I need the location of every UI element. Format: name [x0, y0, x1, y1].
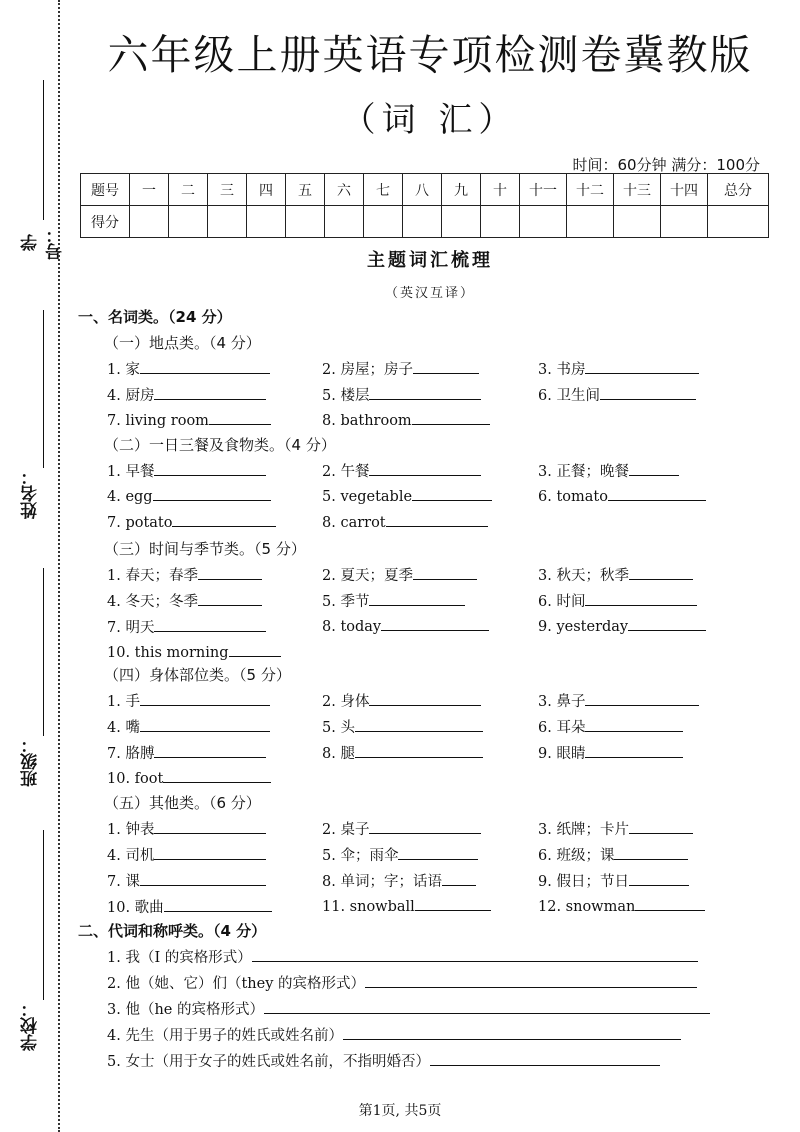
question-label: 4. egg — [107, 489, 153, 505]
score-cell[interactable] — [661, 206, 708, 238]
question-label: 5. 头 — [322, 720, 355, 736]
question-item — [107, 460, 266, 481]
school-line[interactable] — [43, 830, 44, 1000]
question-item — [107, 642, 281, 661]
question-label: 3. 鼻子 — [538, 694, 586, 710]
class-line[interactable] — [43, 568, 44, 736]
question-label: 1. 手 — [107, 694, 140, 710]
question-item — [538, 460, 679, 481]
page-title: 六年级上册英语专项检测卷冀教版 — [107, 31, 753, 79]
question-item — [107, 742, 266, 763]
answer-blank[interactable] — [381, 616, 489, 631]
question-label: 10. this morning — [107, 645, 229, 661]
question-item — [107, 870, 266, 891]
question-item — [107, 616, 266, 637]
question-item — [322, 844, 478, 865]
class-label: 班级： — [21, 736, 41, 788]
question-label: 4. 司机 — [107, 848, 155, 864]
question-item — [322, 564, 477, 585]
answer-blank[interactable] — [140, 359, 270, 374]
score-row-label: 得分 — [81, 206, 130, 238]
question-item — [107, 768, 271, 787]
question-label: 5. 楼层 — [322, 388, 370, 404]
binding-sidebar — [0, 0, 66, 1132]
group-heading: （三）时间与季节类。（5 分） — [104, 540, 306, 558]
question-item — [322, 512, 488, 531]
answer-blank[interactable] — [608, 486, 706, 501]
school-label: 学校： — [21, 1000, 41, 1052]
question-label: 3. 秋天；秋季 — [538, 568, 629, 584]
question-item — [107, 410, 271, 429]
score-cell[interactable] — [247, 206, 286, 238]
answer-blank[interactable] — [635, 896, 705, 911]
question-label: 2. 午餐 — [322, 464, 370, 480]
question-label: 6. 时间 — [538, 594, 586, 610]
question-label: 6. tomato — [538, 489, 608, 505]
question-item — [322, 690, 481, 711]
question-item — [538, 844, 688, 865]
answer-blank[interactable] — [629, 461, 679, 476]
question-item — [107, 896, 272, 917]
score-col: 七 — [364, 174, 403, 206]
question-label: 12. snowman — [538, 899, 636, 915]
question-label: 2. 房屋；房子 — [322, 362, 413, 378]
question-label: 7. 课 — [107, 874, 140, 890]
score-col: 十三 — [614, 174, 661, 206]
question-item — [322, 384, 481, 405]
score-col: 九 — [442, 174, 481, 206]
score-cell[interactable] — [130, 206, 169, 238]
question-item — [538, 384, 696, 405]
answer-blank[interactable] — [153, 486, 271, 501]
question-label: 8. today — [322, 619, 382, 635]
question-item — [538, 742, 683, 763]
question-item — [322, 896, 491, 915]
question-label: 1. 我（I 的宾格形式） — [107, 950, 252, 966]
question-label: 9. 假日；节日 — [538, 874, 629, 890]
page-subtitle: （词 汇） — [341, 100, 519, 140]
answer-blank[interactable] — [369, 385, 481, 400]
answer-blank[interactable] — [369, 691, 481, 706]
score-cell[interactable] — [286, 206, 325, 238]
answer-blank[interactable] — [229, 642, 281, 657]
score-col: 五 — [286, 174, 325, 206]
question-label: 5. 女士（用于女子的姓氏或姓名前，不指明婚否） — [107, 1054, 430, 1070]
answer-blank[interactable] — [154, 743, 266, 758]
score-table — [80, 173, 769, 238]
answer-blank[interactable] — [140, 717, 270, 732]
score-cell[interactable] — [325, 206, 364, 238]
answer-blank[interactable] — [369, 819, 481, 834]
question-item — [107, 998, 710, 1019]
answer-blank[interactable] — [154, 819, 266, 834]
section-subheading: （英汉互译） — [384, 286, 475, 301]
page-footer: 第1页, 共5页 — [358, 1103, 442, 1119]
question-item — [538, 690, 699, 711]
answer-blank[interactable] — [412, 410, 490, 425]
score-cell[interactable] — [481, 206, 520, 238]
question-item — [107, 844, 266, 865]
question-label: 6. 耳朵 — [538, 720, 586, 736]
answer-blank[interactable] — [412, 486, 492, 501]
score-cell[interactable] — [364, 206, 403, 238]
score-cell[interactable] — [403, 206, 442, 238]
question-item — [322, 486, 492, 505]
question-item — [322, 410, 490, 429]
answer-blank[interactable] — [198, 565, 262, 580]
score-col: 一 — [130, 174, 169, 206]
score-cell[interactable] — [169, 206, 208, 238]
answer-blank[interactable] — [386, 512, 488, 527]
answer-blank[interactable] — [600, 385, 696, 400]
group-heading: （四）身体部位类。（5 分） — [104, 666, 291, 684]
group-heading: （一）地点类。（4 分） — [104, 334, 261, 352]
question-item — [538, 486, 706, 505]
score-cell[interactable] — [708, 206, 769, 238]
answer-blank[interactable] — [398, 845, 478, 860]
name-line[interactable] — [43, 310, 44, 468]
question-item — [322, 818, 481, 839]
student-id-label: 学号： — [21, 226, 66, 260]
question-label: 10. foot — [107, 771, 164, 787]
question-item — [107, 972, 697, 993]
answer-blank[interactable] — [629, 819, 693, 834]
question-label: 11. snowball — [322, 899, 415, 915]
question-label: 3. 他（he 的宾格形式） — [107, 1002, 264, 1018]
question-label: 3. 纸牌；卡片 — [538, 822, 629, 838]
question-label: 7. 明天 — [107, 620, 155, 636]
score-col: 三 — [208, 174, 247, 206]
answer-blank[interactable] — [252, 947, 698, 962]
question-item — [538, 896, 705, 915]
group-heading: （五）其他类。（6 分） — [104, 794, 261, 812]
answer-blank[interactable] — [154, 617, 266, 632]
answer-blank[interactable] — [614, 845, 688, 860]
score-cell[interactable] — [208, 206, 247, 238]
answer-blank[interactable] — [154, 461, 266, 476]
question-item — [107, 1024, 681, 1045]
score-col: 六 — [325, 174, 364, 206]
answer-blank[interactable] — [343, 1025, 681, 1040]
score-header-label: 题号 — [81, 174, 130, 206]
score-col: 十 — [481, 174, 520, 206]
answer-blank[interactable] — [140, 871, 266, 886]
question-label: 4. 嘴 — [107, 720, 140, 736]
question-item — [538, 818, 693, 839]
question-label: 9. 眼睛 — [538, 746, 586, 762]
question-item — [107, 716, 270, 737]
score-cell[interactable] — [614, 206, 661, 238]
answer-blank[interactable] — [413, 565, 477, 580]
student-id-line[interactable] — [43, 80, 44, 220]
question-label: 4. 先生（用于男子的姓氏或姓名前） — [107, 1028, 343, 1044]
score-col: 十四 — [661, 174, 708, 206]
question-item — [107, 690, 270, 711]
question-item — [107, 818, 266, 839]
question-label: 2. 他（她、它）们（they 的宾格形式） — [107, 976, 365, 992]
fold-line — [58, 0, 60, 1132]
question-label: 9. yesterday — [538, 619, 629, 635]
answer-blank[interactable] — [413, 359, 479, 374]
question-label: 4. 厨房 — [107, 388, 155, 404]
score-col: 四 — [247, 174, 286, 206]
question-item — [107, 946, 698, 967]
answer-blank[interactable] — [365, 973, 697, 988]
answer-blank[interactable] — [172, 512, 276, 527]
question-item — [538, 870, 689, 891]
question-label: 5. 季节 — [322, 594, 370, 610]
score-cell[interactable] — [442, 206, 481, 238]
answer-blank[interactable] — [629, 871, 689, 886]
question-item — [322, 616, 489, 635]
answer-blank[interactable] — [585, 717, 683, 732]
question-label: 5. vegetable — [322, 489, 413, 505]
question-item — [322, 590, 465, 611]
group-heading: （二）一日三餐及食物类。（4 分） — [104, 436, 336, 454]
question-label: 8. 腿 — [322, 746, 355, 762]
score-cell[interactable] — [520, 206, 567, 238]
answer-blank[interactable] — [163, 768, 271, 783]
question-label: 7. potato — [107, 515, 173, 531]
answer-blank[interactable] — [415, 896, 491, 911]
answer-blank[interactable] — [355, 743, 483, 758]
question-item — [538, 590, 697, 611]
answer-blank[interactable] — [585, 691, 699, 706]
question-label: 2. 夏天；夏季 — [322, 568, 413, 584]
answer-blank[interactable] — [585, 591, 697, 606]
question-item — [107, 358, 270, 379]
score-table-header-row — [81, 174, 769, 206]
question-label: 3. 书房 — [538, 362, 586, 378]
question-item — [107, 1050, 660, 1071]
question-label: 8. bathroom — [322, 413, 412, 429]
score-col: 二 — [169, 174, 208, 206]
time-info: 时间：60分钟 满分：100分 — [572, 156, 760, 174]
question-label: 2. 桌子 — [322, 822, 370, 838]
question-item — [538, 616, 706, 635]
question-item — [322, 358, 479, 379]
question-item — [322, 716, 483, 737]
name-label: 姓名： — [21, 468, 41, 520]
answer-blank[interactable] — [442, 871, 476, 886]
answer-blank[interactable] — [355, 717, 483, 732]
answer-blank[interactable] — [629, 565, 693, 580]
answer-blank[interactable] — [369, 591, 465, 606]
score-table-score-row — [81, 206, 769, 238]
question-item — [107, 590, 262, 611]
score-col: 总分 — [708, 174, 769, 206]
answer-blank[interactable] — [198, 591, 262, 606]
question-label: 7. living room — [107, 413, 209, 429]
question-label: 7. 胳膊 — [107, 746, 155, 762]
answer-blank[interactable] — [585, 743, 683, 758]
question-item — [322, 870, 476, 891]
part1-heading: 一、名词类。（24 分） — [78, 308, 232, 326]
question-item — [538, 358, 699, 379]
question-label: 2. 身体 — [322, 694, 370, 710]
answer-blank[interactable] — [628, 616, 706, 631]
answer-blank[interactable] — [154, 845, 266, 860]
question-label: 1. 春天；春季 — [107, 568, 198, 584]
question-label: 1. 家 — [107, 362, 140, 378]
score-cell[interactable] — [567, 206, 614, 238]
question-label: 1. 早餐 — [107, 464, 155, 480]
answer-blank[interactable] — [140, 691, 270, 706]
answer-blank[interactable] — [164, 897, 272, 912]
question-item — [107, 512, 276, 531]
answer-blank[interactable] — [209, 410, 271, 425]
question-item — [538, 564, 693, 585]
question-item — [538, 716, 683, 737]
question-label: 8. 单词；字；话语 — [322, 874, 442, 890]
answer-blank[interactable] — [430, 1051, 660, 1066]
question-item — [107, 486, 271, 505]
question-item — [322, 460, 481, 481]
question-label: 1. 钟表 — [107, 822, 155, 838]
answer-blank[interactable] — [369, 461, 481, 476]
question-item — [322, 742, 483, 763]
question-label: 6. 班级；课 — [538, 848, 615, 864]
question-label: 3. 正餐；晚餐 — [538, 464, 629, 480]
answer-blank[interactable] — [585, 359, 699, 374]
score-col: 十一 — [520, 174, 567, 206]
part2-heading: 二、代词和称呼类。（4 分） — [78, 922, 267, 940]
question-label: 4. 冬天；冬季 — [107, 594, 198, 610]
question-item — [107, 564, 262, 585]
question-label: 6. 卫生间 — [538, 388, 600, 404]
question-label: 8. carrot — [322, 515, 386, 531]
score-col: 八 — [403, 174, 442, 206]
question-label: 5. 伞；雨伞 — [322, 848, 399, 864]
answer-blank[interactable] — [154, 385, 266, 400]
question-item — [107, 384, 266, 405]
answer-blank[interactable] — [264, 999, 710, 1014]
section-heading: 主题词汇梳理 — [367, 250, 493, 271]
score-col: 十二 — [567, 174, 614, 206]
question-label: 10. 歌曲 — [107, 900, 164, 916]
